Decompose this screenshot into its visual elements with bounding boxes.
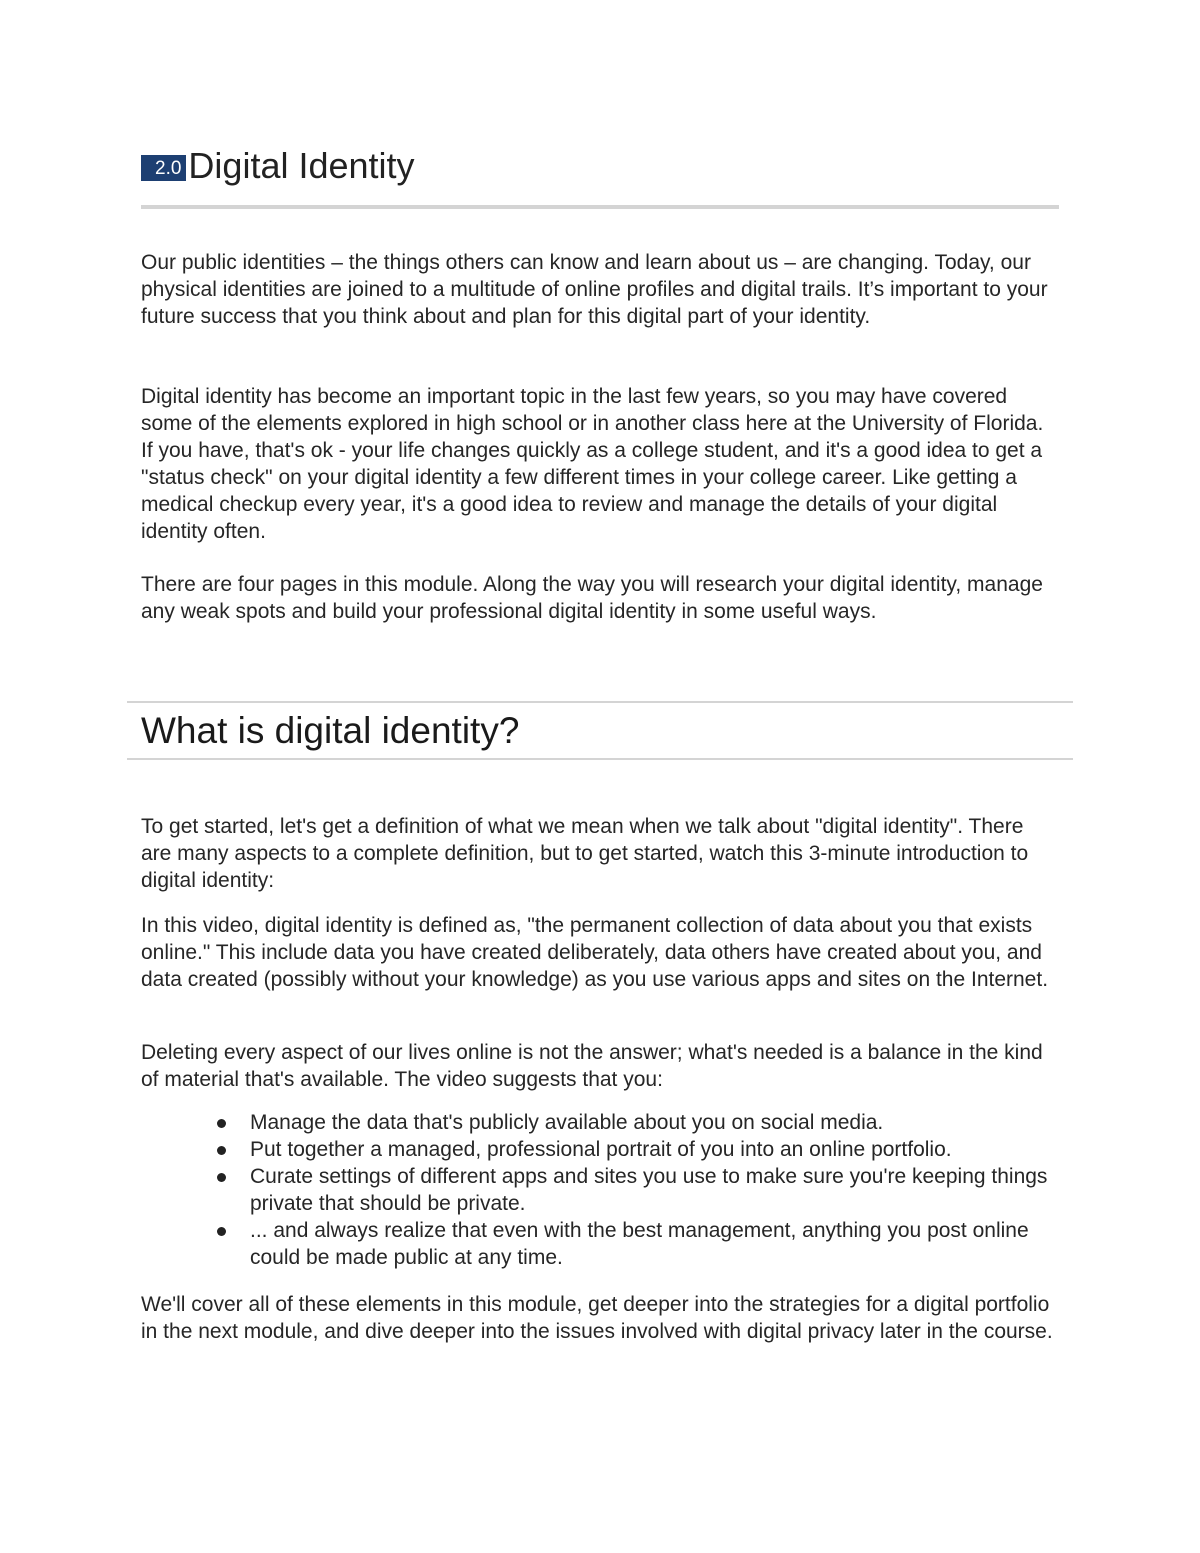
intro-paragraph-2: Digital identity has become an important topic in the last few years, so you may have covered some of the elements explored in high school or in another class here at the University of Florida. If you have, that's ok - your life changes quickly as a college student, and it's a good idea to get a "status check" on your digital identity a few different times in your college career. Like getting a medical checkup every year, it's a good idea to review and manage the details of your digital identity often.	[141, 385, 1044, 543]
list-item	[141, 1136, 1056, 1163]
list-item-text: ... and always realize that even with the best management, anything you post online could be made public at any time.	[250, 1219, 1029, 1269]
section-paragraph-2: In this video, digital identity is defined as, "the permanent collection of data about you that exists online." This include data you have created deliberately, data others have created about you, and data created (possibly without your knowledge) as you use various apps and sites on the Internet.	[141, 914, 1049, 991]
section-divider-top	[127, 701, 1073, 703]
section-heading: What is digital identity?	[141, 710, 520, 751]
bullet-icon	[217, 1119, 226, 1128]
suggestion-list	[141, 1109, 1056, 1271]
list-item-text: Curate settings of different apps and sites you use to make sure you're keeping things private that should be private.	[250, 1165, 1048, 1215]
module-number-badge: 2.0	[141, 155, 186, 181]
closing-paragraph: We'll cover all of these elements in this module, get deeper into the strategies for a digital portfolio in the next module, and dive deeper into the issues involved with digital privacy later in the course.	[141, 1293, 1053, 1343]
list-item-text: Manage the data that's publicly available about you on social media.	[250, 1111, 884, 1134]
bullet-icon	[217, 1173, 226, 1182]
intro-paragraph-3: There are four pages in this module. Along the way you will research your digital identity, manage any weak spots and build your professional digital identity in some useful ways.	[141, 573, 1043, 623]
list-item	[141, 1217, 1056, 1271]
bullet-icon	[217, 1146, 226, 1155]
title-divider	[141, 205, 1059, 209]
list-item	[141, 1109, 1056, 1136]
section-paragraph-3: Deleting every aspect of our lives online is not the answer; what's needed is a balance in the kind of material that's available. The video suggests that you:	[141, 1041, 1043, 1091]
module-title	[141, 142, 415, 186]
list-item	[141, 1163, 1056, 1217]
bullet-icon	[217, 1227, 226, 1236]
list-item-text: Put together a managed, professional portrait of you into an online portfolio.	[250, 1138, 952, 1161]
section-divider-bottom	[127, 758, 1073, 760]
module-title-text: Digital Identity	[188, 145, 415, 186]
intro-paragraph-1: Our public identities – the things others can know and learn about us – are changing. Today, our physical identities are joined to a multitude of online profiles and digital trails. It’s important to your future success that you think about and plan for this digital part of your identity.	[141, 251, 1048, 328]
section-paragraph-1: To get started, let's get a definition of what we mean when we talk about "digital identity". There are many aspects to a complete definition, but to get started, watch this 3-minute introduction to digital identity:	[141, 815, 1029, 892]
